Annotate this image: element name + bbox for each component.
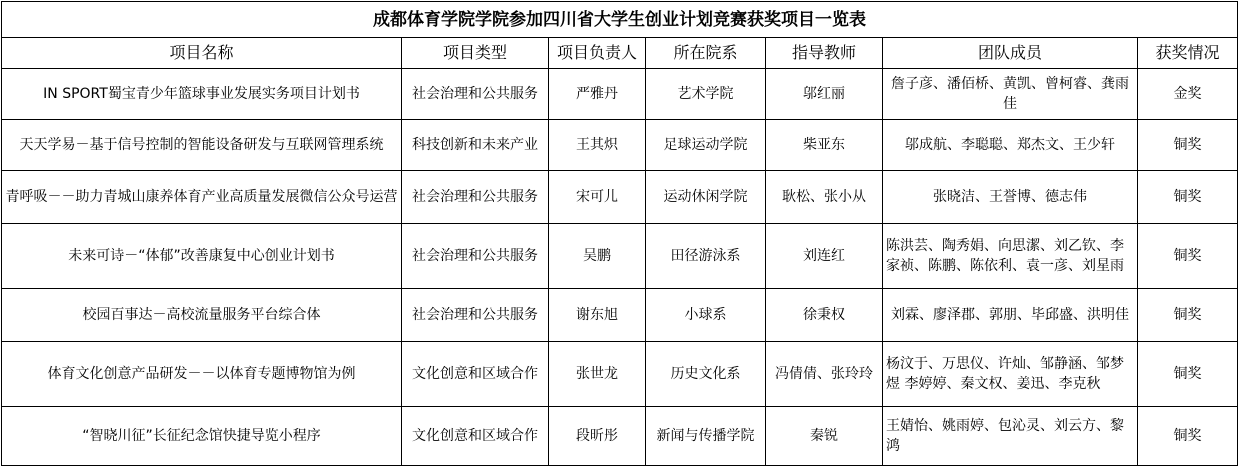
project-type-cell: 社会治理和公共服务 [402,289,549,342]
project-type-cell: 文化创意和区域合作 [402,342,549,407]
project-type-cell: 文化创意和区域合作 [402,407,549,466]
table-row [2,407,1238,466]
advisor-cell: 耿松、张小从 [766,171,883,224]
advisor-cell: 秦锐 [766,407,883,466]
table-row [2,171,1238,224]
project-leader-cell: 王其炽 [549,120,646,171]
department-cell: 足球运动学院 [646,120,766,171]
header-department: 所在院系 [646,38,766,69]
header-project-name: 项目名称 [2,38,402,69]
department-cell: 新闻与传播学院 [646,407,766,466]
advisor-cell: 刘连红 [766,224,883,289]
project-type-cell: 社会治理和公共服务 [402,171,549,224]
advisor-cell: 柴亚东 [766,120,883,171]
awards-table [1,1,1238,466]
award-cell: 金奖 [1138,69,1238,120]
department-cell: 小球系 [646,289,766,342]
project-leader-cell: 张世龙 [549,342,646,407]
award-cell: 铜奖 [1138,289,1238,342]
header-project-type: 项目类型 [402,38,549,69]
project-leader-cell: 谢东旭 [549,289,646,342]
header-project-leader: 项目负责人 [549,38,646,69]
project-name-cell: “智晓川征”长征纪念馆快捷导览小程序 [2,407,402,466]
header-row [2,38,1238,69]
header-team-members: 团队成员 [883,38,1138,69]
table-row [2,120,1238,171]
table-row [2,69,1238,120]
award-cell: 铜奖 [1138,224,1238,289]
department-cell: 运动休闲学院 [646,171,766,224]
project-type-cell: 社会治理和公共服务 [402,69,549,120]
team-members-cell: 邬成航、李聪聪、郑杰文、王少轩 [883,120,1138,171]
team-members-cell: 王婧怡、姚雨婷、包沁灵、刘云方、黎鸿 [883,407,1138,466]
project-leader-cell: 吴鹏 [549,224,646,289]
header-award: 获奖情况 [1138,38,1238,69]
project-name-cell: 校园百事达－高校流量服务平台综合体 [2,289,402,342]
project-leader-cell: 严雅丹 [549,69,646,120]
project-leader-cell: 段昕彤 [549,407,646,466]
award-cell: 铜奖 [1138,407,1238,466]
department-cell: 田径游泳系 [646,224,766,289]
award-cell: 铜奖 [1138,171,1238,224]
table-title: 成都体育学院学院参加四川省大学生创业计划竞赛获奖项目一览表 [2,2,1238,38]
project-name-cell: 未来可诗－“体郁”改善康复中心创业计划书 [2,224,402,289]
header-advisor: 指导教师 [766,38,883,69]
advisor-cell: 徐秉权 [766,289,883,342]
table-row [2,224,1238,289]
department-cell: 艺术学院 [646,69,766,120]
award-cell: 铜奖 [1138,342,1238,407]
project-name-cell: 天天学易－基于信号控制的智能设备研发与互联网管理系统 [2,120,402,171]
team-members-cell: 杨汶于、万思仪、许灿、邹静涵、邹梦煜 李婷婷、秦文权、姜迅、李克秋 [883,342,1138,407]
team-members-cell: 刘霖、廖泽郡、郭朋、毕邱盛、洪明佳 [883,289,1138,342]
table-row [2,289,1238,342]
project-type-cell: 科技创新和未来产业 [402,120,549,171]
advisor-cell: 冯倩倩、张玲玲 [766,342,883,407]
team-members-cell: 张晓洁、王誉博、德志伟 [883,171,1138,224]
department-cell: 历史文化系 [646,342,766,407]
project-name-cell: IN SPORT蜀宝青少年篮球事业发展实务项目计划书 [2,69,402,120]
team-members-cell: 詹子彦、潘佰桥、黄凯、曾柯睿、龚雨佳 [883,69,1138,120]
team-members-cell: 陈洪芸、陶秀娟、向思潔、刘乙钦、李家祯、陈鹏、陈依利、袁一彦、刘星雨 [883,224,1138,289]
award-cell: 铜奖 [1138,120,1238,171]
project-leader-cell: 宋可儿 [549,171,646,224]
project-type-cell: 社会治理和公共服务 [402,224,549,289]
table-row [2,342,1238,407]
project-name-cell: 体育文化创意产品研发－－以体育专题博物馆为例 [2,342,402,407]
advisor-cell: 邬红丽 [766,69,883,120]
project-name-cell: 青呼吸－－助力青城山康养体育产业高质量发展微信公众号运营 [2,171,402,224]
